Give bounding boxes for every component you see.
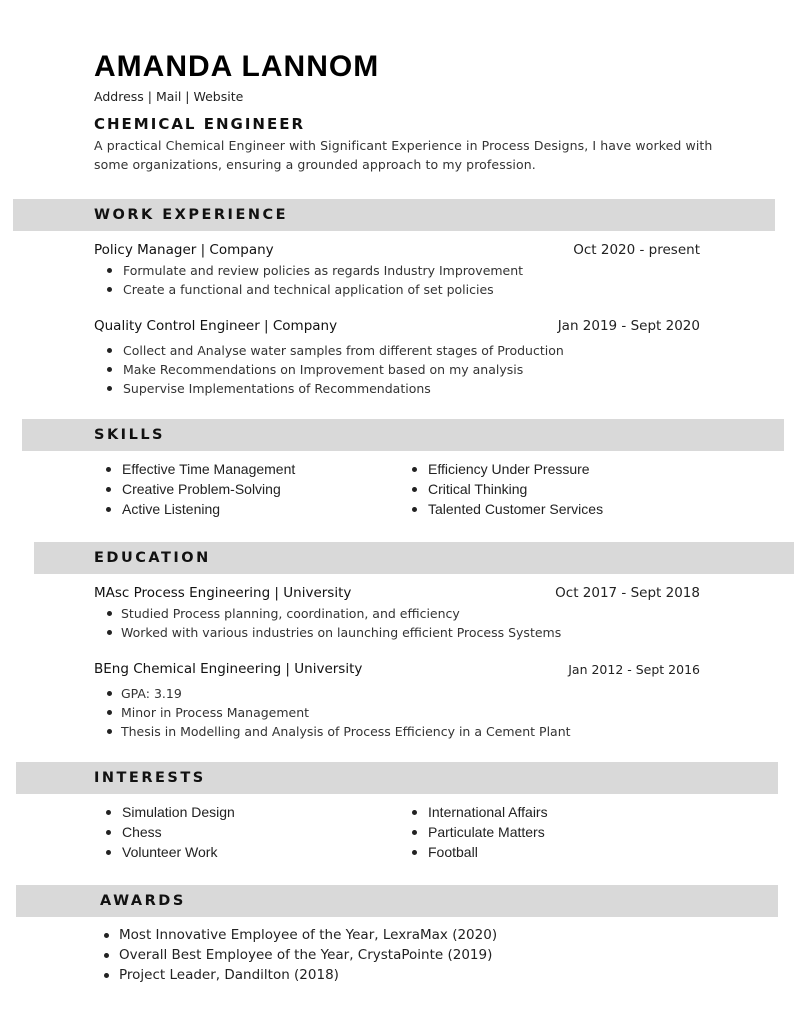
awards-list bbox=[94, 925, 497, 985]
job-title: Policy Manager | Company bbox=[94, 242, 274, 258]
list-item: Formulate and review policies as regards Industry Improvement bbox=[94, 261, 523, 280]
list-item: GPA: 3.19 bbox=[94, 684, 571, 703]
skills-list-left bbox=[94, 459, 295, 519]
list-item: Chess bbox=[94, 822, 235, 842]
list-item: Worked with various industries on launching efficient Process Systems bbox=[94, 623, 561, 642]
awards-band bbox=[16, 885, 778, 917]
list-item: Volunteer Work bbox=[94, 842, 235, 862]
list-item: Football bbox=[400, 842, 548, 862]
list-item: Minor in Process Management bbox=[94, 703, 571, 722]
degree-title: MAsc Process Engineering | University bbox=[94, 585, 352, 601]
list-item: Active Listening bbox=[94, 499, 295, 519]
list-item: International Affairs bbox=[400, 802, 548, 822]
degree-title: BEng Chemical Engineering | University bbox=[94, 661, 363, 677]
skills-heading: SKILLS bbox=[94, 427, 165, 443]
work-experience-band bbox=[13, 199, 775, 231]
interests-heading: INTERESTS bbox=[94, 770, 206, 786]
applicant-name: AMANDA LANNOM bbox=[94, 50, 380, 83]
list-item: Overall Best Employee of the Year, CrystaPointe (2019) bbox=[94, 945, 497, 965]
list-item: Create a functional and technical application of set policies bbox=[94, 280, 523, 299]
interests-list-right bbox=[400, 802, 548, 862]
skills-list-right bbox=[400, 459, 603, 519]
contact-line: Address | Mail | Website bbox=[94, 89, 244, 104]
list-item: Particulate Matters bbox=[400, 822, 548, 842]
job-bullets bbox=[94, 261, 523, 299]
list-item: Studied Process planning, coordination, and efficiency bbox=[94, 604, 561, 623]
list-item: Project Leader, Dandilton (2018) bbox=[94, 965, 497, 985]
job-date: Oct 2020 - present bbox=[573, 242, 700, 258]
list-item: Make Recommendations on Improvement based on my analysis bbox=[94, 360, 564, 379]
education-band bbox=[34, 542, 794, 574]
awards-heading: AWARDS bbox=[100, 893, 186, 909]
degree-bullets bbox=[94, 684, 571, 741]
list-item: Supervise Implementations of Recommendations bbox=[94, 379, 564, 398]
degree-date: Jan 2012 - Sept 2016 bbox=[568, 662, 700, 677]
job-date: Jan 2019 - Sept 2020 bbox=[557, 318, 700, 334]
list-item: Creative Problem-Solving bbox=[94, 479, 295, 499]
list-item: Efficiency Under Pressure bbox=[400, 459, 603, 479]
profile-summary: A practical Chemical Engineer with Significant Experience in Process Designs, I have worked with some organizations, ensuring a grounded approach to my profession. bbox=[94, 138, 713, 172]
degree-bullets bbox=[94, 604, 561, 642]
skills-band bbox=[22, 419, 784, 451]
list-item: Most Innovative Employee of the Year, LexraMax (2020) bbox=[94, 925, 497, 945]
work-experience-heading: WORK EXPERIENCE bbox=[94, 207, 289, 223]
education-heading: EDUCATION bbox=[94, 550, 211, 566]
list-item: Effective Time Management bbox=[94, 459, 295, 479]
job-bullets bbox=[94, 341, 564, 398]
list-item: Simulation Design bbox=[94, 802, 235, 822]
interests-list-left bbox=[94, 802, 235, 862]
list-item: Thesis in Modelling and Analysis of Process Efficiency in a Cement Plant bbox=[94, 722, 571, 741]
job-role-title: CHEMICAL ENGINEER bbox=[94, 115, 306, 133]
degree-date: Oct 2017 - Sept 2018 bbox=[555, 585, 700, 601]
list-item: Collect and Analyse water samples from different stages of Production bbox=[94, 341, 564, 360]
list-item: Critical Thinking bbox=[400, 479, 603, 499]
job-title: Quality Control Engineer | Company bbox=[94, 318, 338, 334]
list-item: Talented Customer Services bbox=[400, 499, 603, 519]
interests-band bbox=[16, 762, 778, 794]
